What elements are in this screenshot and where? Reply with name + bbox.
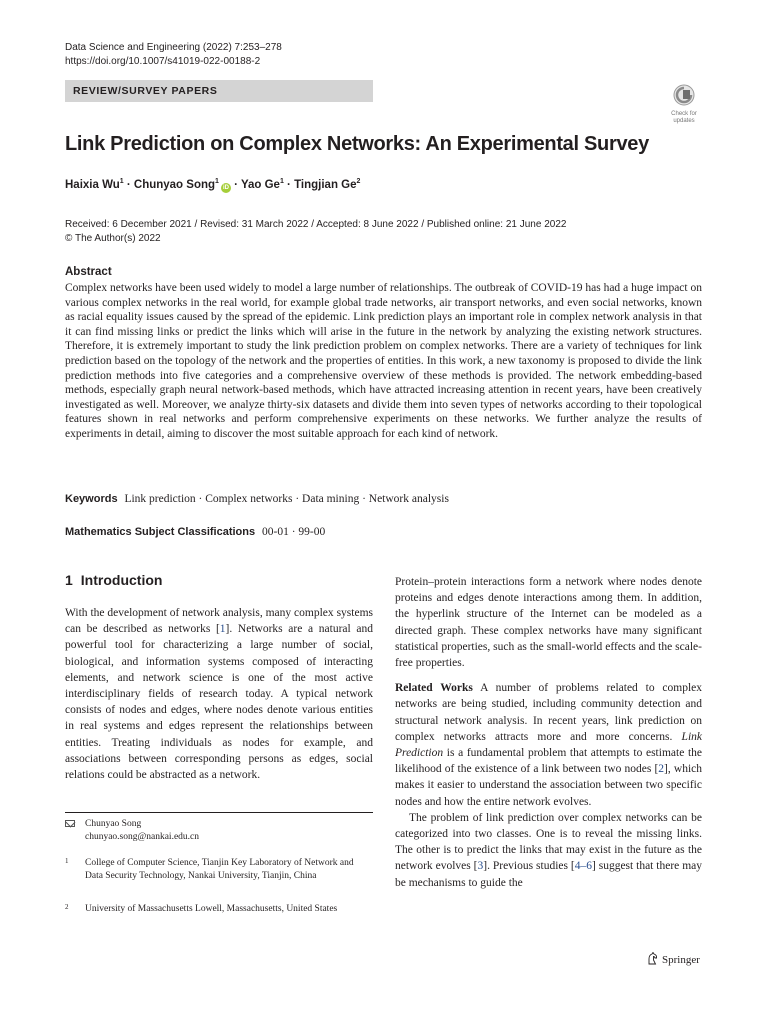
author-separator: · [283, 179, 295, 191]
affiliation-text: University of Massachusetts Lowell, Massachusetts, United States [85, 904, 338, 914]
section-number: 1 [65, 572, 73, 588]
keywords [65, 493, 449, 505]
abstract-text: Complex networks have been used widely to model a large number of relationships. The outbreak of COVID-19 has had a huge impact on various complex networks in the real world, for example global trade networks, air transport networks, and even social networks, known as racial equality issues caused by the spread of the epidemic. Link prediction plays an important role in complex network analysis in that it can find missing links or predict the links which will arise in the future in the network by analyzing the existing network structures. Therefore, it is extremely important to study the link prediction problem on complex networks. There are a variety of techniques for link prediction based on the topology of the network and the properties of entities. In this work, a new taxonomy is proposed to divide the link prediction methods into five categories and a comprehensive overview of these methods is provided. The network embedding-based methods, especially graph neural network-based methods, which have attracted increasing attention in recent years, have been creatively investigated as well. Moreover, we analyze thirty-six datasets and divide them into seven types of networks according to their topological features shown in real networks and perform comprehensive experiments on these networks. We further analyze the results of experiments in detail, aiming to discover the most suitable approach for each kind of network. [65, 282, 702, 440]
article-type-banner: REVIEW/SURVEY PAPERS [65, 80, 373, 102]
author-affiliation: 1 [119, 178, 124, 185]
author-list [65, 178, 360, 193]
publisher-name: Springer [662, 954, 700, 966]
date-history: Received: 6 December 2021 / Revised: 31 March 2022 / Accepted: 8 June 2022 / Published online: 21 June 2022 [65, 219, 567, 230]
author-name[interactable]: Tingjian Ge [294, 179, 357, 191]
publisher-mark [647, 952, 700, 966]
section-title: Introduction [80, 572, 163, 588]
run-in-heading: Related Works [395, 682, 473, 695]
author-name[interactable]: Chunyao Song [133, 179, 216, 191]
msc-text: 00-01 · 99-00 [262, 526, 326, 538]
springer-horse-icon [647, 952, 658, 965]
corresponding-name: Chunyao Song [85, 819, 142, 829]
author-separator: · [123, 179, 134, 191]
orcid-icon[interactable]: iD [222, 185, 229, 191]
check-updates-icon [673, 84, 695, 106]
msc-classifications [65, 526, 325, 538]
corresponding-email[interactable]: chunyao.song@nankai.edu.cn [85, 832, 200, 842]
paragraph [395, 680, 702, 810]
affiliation-number: 1 [65, 857, 69, 865]
paragraph [395, 810, 702, 891]
text-run: ], which makes it easier to understand the association between two specific nodes and how the entire network evolves. [395, 763, 703, 808]
affiliation-number: 2 [65, 903, 69, 911]
text-run: ] suggest that there may be mechanisms to guide the [395, 860, 702, 889]
envelope-icon [65, 820, 75, 827]
check-updates-line2: updates [673, 117, 695, 124]
copyright: © The Author(s) 2022 [65, 233, 161, 244]
abstract-heading: Abstract [65, 266, 112, 278]
section-heading [65, 572, 162, 588]
journal-doi[interactable]: https://doi.org/10.1007/s41019-022-00188-2 [65, 56, 261, 67]
author-separator: · [230, 179, 241, 191]
journal-header [65, 41, 282, 69]
left-column [65, 605, 373, 783]
text-run: ]. Networks are a natural and powerful tool for characterizing a large number of social, biological, and information systems composed of interacting elements, and network science is one of the most active interdisciplinary fields of research today. A typical network consists of nodes and edges, where nodes denote various entities in real systems and edges represent the relationships between entities. Treating individuals as nodes for example, and associations between corresponding persons as edges, social relations could be abstracted as a network. [65, 623, 373, 782]
paragraph [65, 605, 373, 783]
publication-dates [65, 218, 566, 246]
keywords-text: Link prediction · Complex networks · Data mining · Network analysis [124, 493, 449, 505]
citation-link[interactable]: 1 [219, 623, 226, 636]
author-name[interactable]: Yao Ge [240, 179, 280, 191]
text-run: is a fundamental problem that attempts to estimate the likelihood of the existence of a link between two nodes [ [395, 747, 702, 776]
paragraph: Protein–protein interactions form a network where nodes denote proteins and edges denote interactions among them. In addition, the hyperlink structure of the Internet can be modeled as a directed graph. These complex networks have many significant statistical properties, such as the small-world effects and the scale-free properties. [395, 576, 702, 670]
author-name[interactable]: Haixia Wu [65, 179, 120, 191]
author-affiliation: 1 [215, 178, 219, 185]
emphasis: Link Prediction [395, 730, 702, 760]
check-updates-line1: Check for [671, 111, 697, 117]
affiliation-text: College of Computer Science, Tianjin Key Laboratory of Network and Data Security Technology, Nankai University, Tianjin, China [85, 858, 354, 881]
footnote-divider [65, 812, 373, 813]
citation-link[interactable]: 4–6 [574, 860, 592, 873]
text-run: A number of problems related to complex networks are being studied, including community detection and structural network analysis. In recent years, link prediction on complex networks attracts more and more concerns. [395, 682, 702, 743]
msc-label: Mathematics Subject Classifications [65, 526, 256, 538]
check-for-updates-badge[interactable] [666, 84, 702, 124]
author-affiliation: 2 [356, 178, 361, 185]
citation-link[interactable]: 3 [477, 860, 484, 873]
keywords-label: Keywords [65, 493, 118, 505]
text-run: With the development of network analysis, many complex systems can be described as networks [ [65, 607, 373, 636]
text-run: ]. Previous studies [ [483, 860, 575, 873]
right-column [395, 574, 702, 891]
text-run: The problem of link prediction over complex networks can be categorized into two classes. One is to reveal the missing links. The other is to predict the links that may exist in the future as the network evolves [ [395, 811, 702, 873]
article-title: Link Prediction on Complex Networks: An Experimental Survey [65, 133, 649, 155]
journal-citation: Data Science and Engineering (2022) 7:253–278 [65, 42, 282, 53]
author-affiliation: 1 [279, 178, 284, 185]
citation-link[interactable]: 2 [658, 763, 665, 776]
